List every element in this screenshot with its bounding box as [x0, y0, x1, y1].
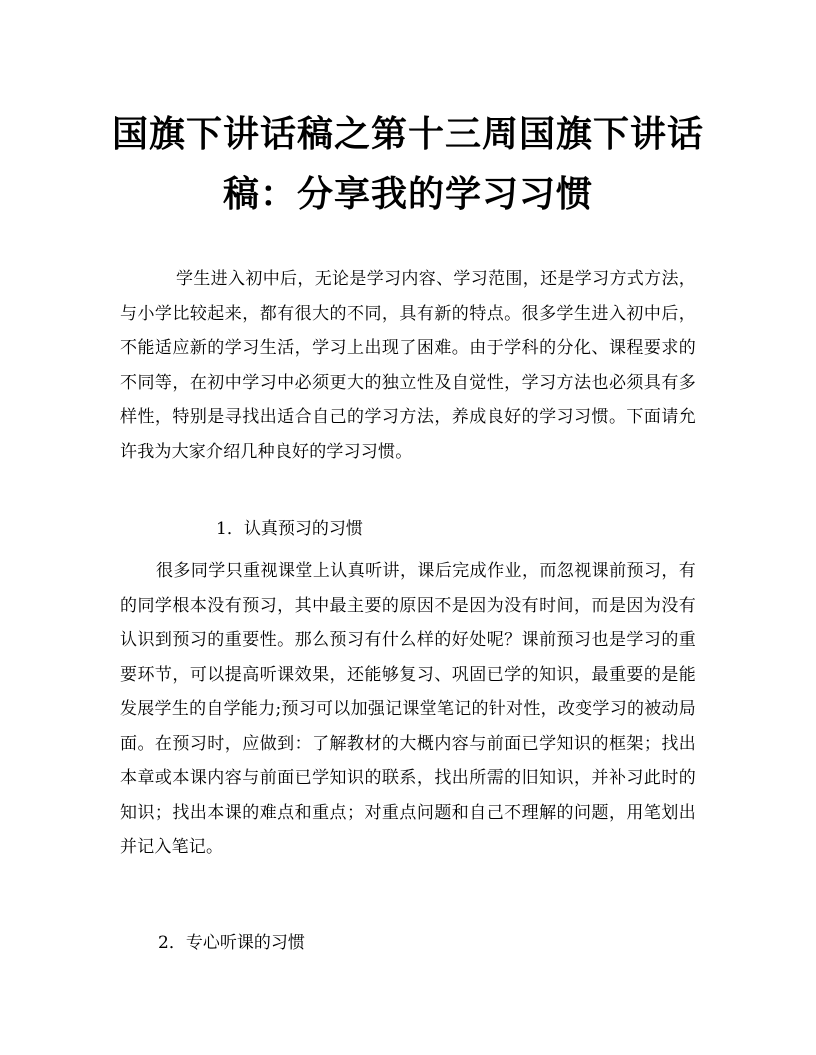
preview-habit-paragraph: 很多同学只重视课堂上认真听讲，课后完成作业，而忽视课前预习，有的同学根本没有预习，其中最主要的原因不是因为没有时间，而是因为没有认识到预习的重要性。那么预习有什么样的好处呢？课前预习也是学习的重要环节，可以提高听课效果，还能够复习、巩固已学的知识，最重要的是能发展学生的自学能力;预习可以加强记课堂笔记的针对性，改变学习的被动局面。在预习时，应做到：了解教材的大概内容与前面已学知识的框架；找出本章或本课内容与前面已学知识的联系，找出所需的旧知识，并补习此时的知识；找出本课的难点和重点；对重点问题和自己不理解的问题，用笔划出并记入笔记。: [120, 561, 696, 857]
section-heading-2: 2．专心听课的习惯: [158, 933, 305, 953]
document-title-line-1: 国旗下讲话稿之第十三周国旗下讲话: [111, 113, 704, 155]
document-title-line-2: 稿：分享我的学习习惯: [222, 173, 593, 215]
section-heading-1: 1．认真预习的习惯: [216, 519, 363, 539]
intro-paragraph: 学生进入初中后，无论是学习内容、学习范围，还是学习方式方法，与小学比较起来，都有很大的不同，具有新的特点。很多学生进入初中后，不能适应新的学习生活，学习上出现了困难。由于学科的分化、课程要求的不同等，在初中学习中必须更大的独立性及自觉性，学习方法也必须具有多样性，特别是寻找出适合自己的学习方法，养成良好的学习习惯。下面请允许我为大家介绍几种良好的学习习惯。: [120, 269, 696, 462]
